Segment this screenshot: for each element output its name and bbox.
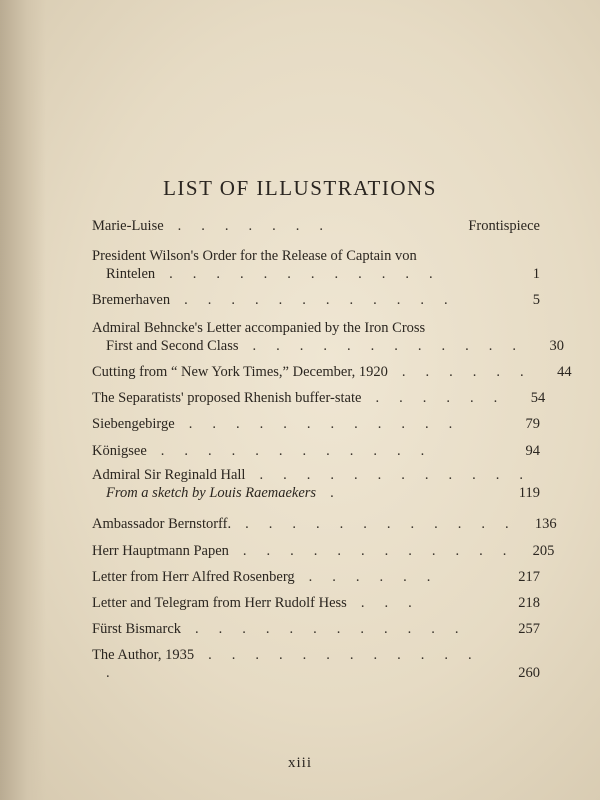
- page-title: LIST OF ILLUSTRATIONS: [163, 176, 437, 200]
- entry-title: Letter and Telegram from Herr Rudolf Hess: [92, 595, 347, 611]
- entry-page: 44: [557, 364, 572, 380]
- leader-dots: .: [330, 485, 354, 501]
- list-item: [92, 389, 546, 407]
- leader-dots: ......: [308, 569, 451, 585]
- list-item: [92, 515, 557, 533]
- page-folio: xiii: [287, 755, 312, 771]
- leader-dots: ............: [208, 647, 492, 663]
- entry-page: 257: [518, 621, 540, 637]
- list-item: [92, 217, 540, 235]
- entry-title-line1: President Wilson's Order for the Release of Captain von: [92, 248, 417, 264]
- list-item: [92, 594, 540, 612]
- leader-dots: ............: [195, 621, 479, 637]
- list-item: [92, 291, 540, 309]
- leader-dots: ............: [252, 338, 537, 354]
- entry-title-line2: Rintelen: [106, 266, 156, 282]
- entry-page: 205: [532, 543, 555, 559]
- list-item: [92, 620, 540, 638]
- entry-credit: From a sketch by Louis Raemaekers: [106, 485, 317, 501]
- entry-page: 136: [534, 516, 557, 532]
- entry-title: Letter from Herr Alfred Rosenberg: [92, 569, 295, 585]
- leader-dots: ............: [242, 543, 527, 559]
- entry-title-line1: Admiral Behncke's Letter accompanied by the Iron Cross: [92, 320, 426, 336]
- leader-dots: ............: [160, 443, 445, 459]
- entry-page: Frontispiece: [468, 218, 540, 234]
- list-item: [92, 319, 565, 355]
- entry-title: The Author, 1935: [92, 647, 195, 663]
- entry-title: Admiral Sir Reginald Hall: [92, 467, 246, 483]
- leader-dots: ............: [184, 292, 468, 308]
- entry-title: Cutting from “ New York Times,” December, 1920: [92, 364, 388, 380]
- leader-dots: ......: [375, 390, 518, 406]
- list-item: [92, 568, 540, 586]
- leader-dots: .: [106, 665, 130, 681]
- entry-page: 30: [549, 338, 565, 354]
- entry-title: Königsee: [92, 443, 147, 459]
- entry-page: 1: [532, 266, 540, 282]
- leader-dots: ............: [245, 516, 529, 532]
- leader-dots: ............: [188, 416, 473, 432]
- entry-page: 217: [518, 569, 540, 585]
- entry-page: 54: [530, 390, 546, 406]
- list-item: [92, 466, 543, 502]
- entry-page: 5: [532, 292, 540, 308]
- entry-page: 79: [525, 416, 540, 432]
- entry-title: The Separatists' proposed Rhenish buffer-state: [92, 390, 362, 406]
- leader-dots: ...: [360, 595, 432, 611]
- list-item: [92, 415, 540, 433]
- entry-title: Fürst Bismarck: [92, 621, 182, 637]
- entry-page: 94: [525, 443, 540, 459]
- entry-page: 218: [518, 595, 540, 611]
- entry-title: Herr Hauptmann Papen: [92, 543, 229, 559]
- list-item: [92, 542, 555, 560]
- entry-title: Marie-Luise: [92, 218, 164, 234]
- list-item: [92, 646, 540, 682]
- entry-page: 119: [518, 485, 540, 501]
- leader-dots: ............: [169, 266, 453, 282]
- leader-dots: ............: [259, 467, 543, 483]
- entry-title: Siebengebirge: [92, 416, 175, 432]
- leader-dots: .......: [177, 218, 344, 234]
- entry-title-line2: First and Second Class: [106, 338, 239, 354]
- entry-title: Ambassador Bernstorff.: [92, 516, 232, 532]
- list-item: [92, 442, 540, 460]
- list-item: [92, 363, 572, 381]
- list-item: [92, 247, 540, 283]
- leader-dots: ......: [401, 364, 544, 380]
- trailing-page-number: 260: [518, 665, 540, 681]
- entry-title: Bremerhaven: [92, 292, 171, 308]
